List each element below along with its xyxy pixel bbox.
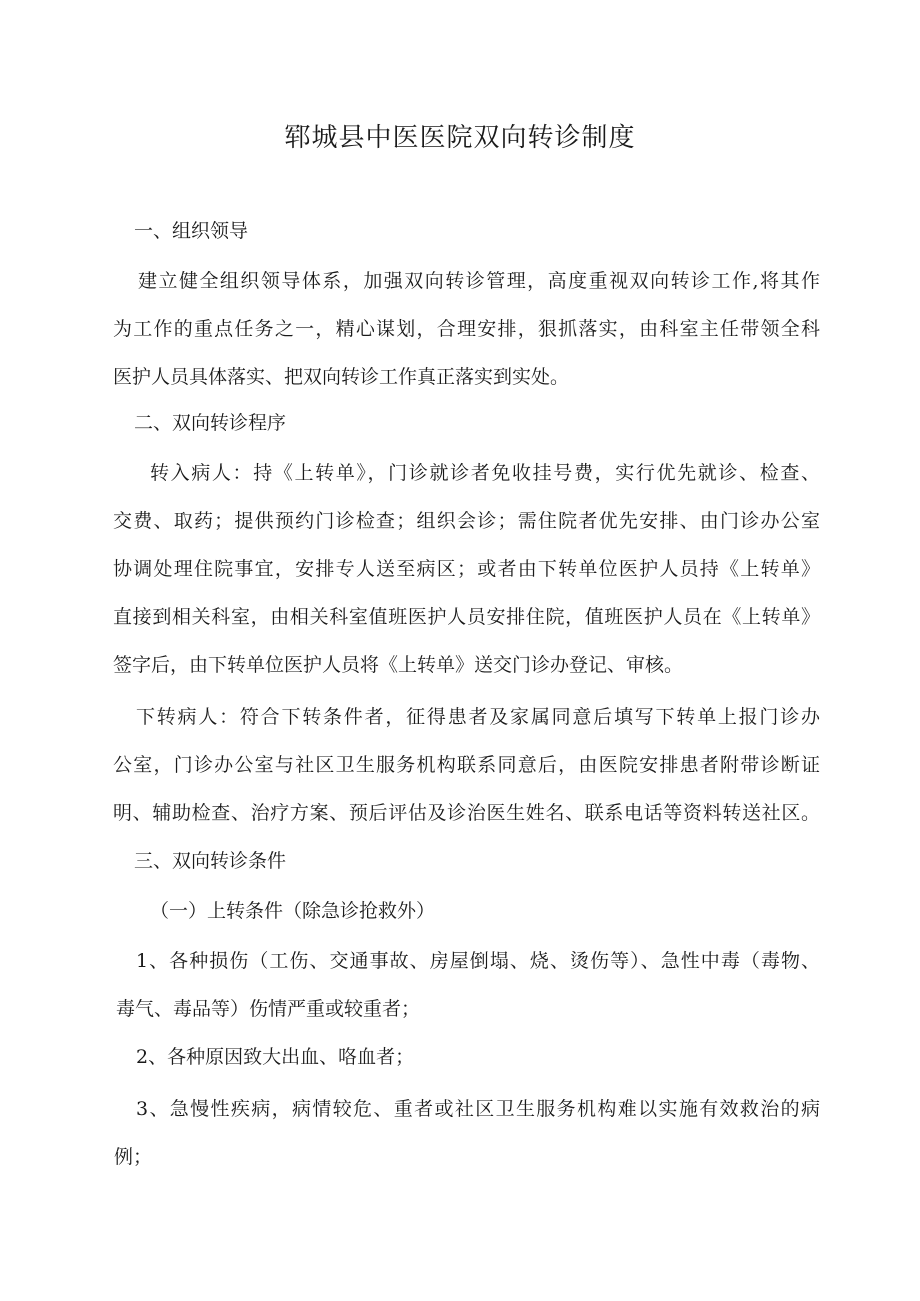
- section-3-heading: 三、双向转诊条件: [134, 850, 287, 872]
- transfer-out-paragraph-line: 明、辅助检查、治疗方案、预后评估及诊治医生姓名、联系电话等资料转送社区。: [113, 802, 820, 824]
- transfer-in-paragraph-line: 交费、取药；提供预约门诊检查；组织会诊；需住院者优先安排、由门诊办公室: [113, 510, 820, 532]
- section-1-paragraph-line: 为工作的重点任务之一，精心谋划，合理安排，狠抓落实，由科室主任带领全科: [113, 318, 820, 340]
- transfer-in-paragraph-line: 直接到相关科室，由相关科室值班医护人员安排住院，值班医护人员在《上转单》: [113, 606, 820, 628]
- condition-item-2: 2、各种原因致大出血、咯血者；: [136, 1046, 415, 1068]
- section-1-paragraph-line: 医护人员具体落实、把双向转诊工作真正落实到实处。: [113, 366, 570, 388]
- transfer-out-paragraph-line: 下转病人：符合下转条件者，征得患者及家属同意后填写下转单上报门诊办: [136, 706, 820, 728]
- section-1-heading: 一、组织领导: [134, 220, 249, 242]
- transfer-in-paragraph-line: 签字后，由下转单位医护人员将《上转单》送交门诊办登记、审核。: [113, 654, 684, 676]
- condition-item-1-line: 毒气、毒品等）伤情严重或较重者；: [116, 998, 421, 1020]
- section-1-paragraph-line: 建立健全组织领导体系，加强双向转诊管理，高度重视双向转诊工作,将其作: [138, 270, 820, 292]
- condition-item-1-line: 1、各种损伤（工伤、交通事故、房屋倒塌、烧、烫伤等）、急性中毒（毒物、: [136, 950, 820, 972]
- condition-item-3-line: 例；: [114, 1146, 153, 1168]
- condition-item-3-line: 3、急慢性疾病，病情较危、重者或社区卫生服务机构难以实施有效救治的病: [136, 1098, 820, 1120]
- transfer-in-paragraph-line: 转入病人：持《上转单》，门诊就诊者免收挂号费，实行优先就诊、检查、: [150, 462, 820, 484]
- upward-transfer-subheading: （一）上转条件（除急诊抢救外）: [150, 900, 436, 922]
- document-title: 郓城县中医医院双向转诊制度: [284, 123, 636, 153]
- transfer-in-paragraph-line: 协调处理住院事宜，安排专人送至病区；或者由下转单位医护人员持《上转单》: [113, 558, 820, 580]
- transfer-out-paragraph-line: 公室，门诊办公室与社区卫生服务机构联系同意后，由医院安排患者附带诊断证: [113, 754, 820, 776]
- section-2-heading: 二、双向转诊程序: [134, 412, 287, 434]
